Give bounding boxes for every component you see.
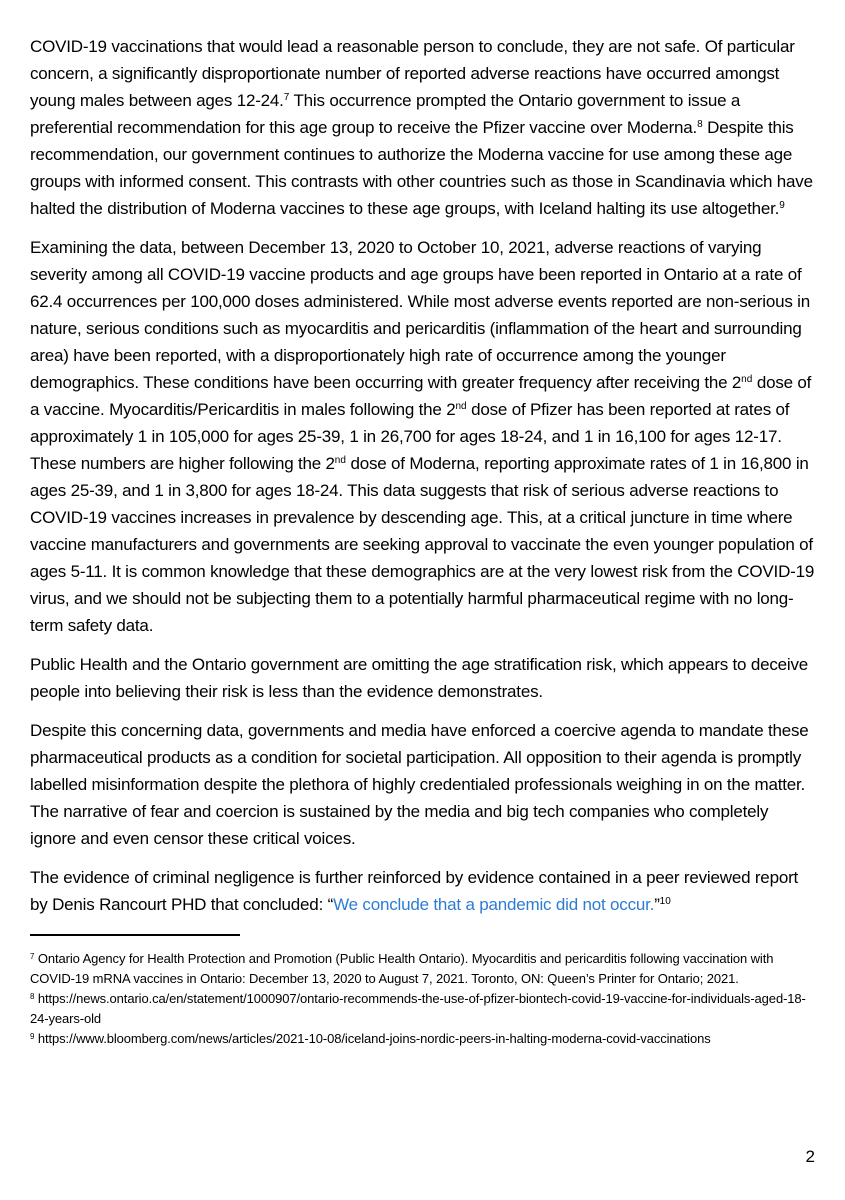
footnotes-section — [30, 949, 818, 1049]
text-run: The evidence of criminal negligence is further reinforced by evidence contained in a peer reviewed report by Denis Rancourt PHD that concluded: “ — [30, 868, 799, 914]
paragraph — [30, 234, 818, 639]
footnote-marker: 7 — [30, 952, 35, 961]
text-run: Public Health and the Ontario government are omitting the age stratification risk, which appears to deceive people into believing their risk is less than the evidence demonstrates. — [30, 655, 809, 701]
text-run: dose of Pfizer has been reported at rates of approximately 1 in 105,000 for ages 25-39, 1 in 26,700 for ages 18-24, and 1 in 16,100 for ages 12-17. These numbers are higher following the 2 — [30, 400, 790, 473]
superscript-reference: 9 — [779, 200, 785, 211]
superscript-reference: 10 — [659, 896, 671, 907]
text-run: dose of a vaccine. Myocarditis/Pericarditis in males following the 2 — [30, 373, 812, 419]
footnote-separator — [30, 934, 240, 936]
inline-hyperlink[interactable]: We conclude that a pandemic did not occur. — [333, 895, 655, 914]
paragraph — [30, 864, 818, 918]
text-run: ” — [654, 895, 660, 914]
footnote-text: https://news.ontario.ca/en/statement/1000907/ontario-recommends-the-use-of-pfizer-biontech-covid-19-vaccine-for-individuals-aged-18-24-years-old — [30, 991, 806, 1026]
footnote-text: https://www.bloomberg.com/news/articles/2021-10-08/iceland-joins-nordic-peers-in-halting-moderna-covid-vaccinations — [34, 1031, 711, 1046]
superscript-reference: 8 — [697, 119, 703, 130]
document-body — [30, 33, 818, 918]
text-run: COVID-19 vaccinations that would lead a reasonable person to conclude, they are not safe. Of particular concern, a significantly disproportionate number of reported adverse reactions have occurred amongst young males between ages 12-24. — [30, 37, 795, 110]
paragraph — [30, 651, 818, 705]
footnote-item — [30, 1029, 818, 1049]
footnote-marker: 9 — [30, 1032, 35, 1041]
superscript-reference: 7 — [283, 92, 290, 103]
footnote-item — [30, 949, 818, 989]
footnote-item — [30, 989, 818, 1029]
paragraph — [30, 33, 818, 222]
superscript-reference: nd — [455, 401, 467, 412]
text-run: Despite this concerning data, governments and media have enforced a coercive agenda to mandate these pharmaceutical products as a condition for societal participation. All opposition to their agenda is promptly labelled misinformation despite the plethora of highly credentialed professionals weighing in on the matter. The narrative of fear and coercion is sustained by the media and big tech companies who completely ignore and even censor these critical voices. — [30, 721, 809, 848]
text-run: Examining the data, between December 13, 2020 to October 10, 2021, adverse reactions of varying severity among all COVID-19 vaccine products and age groups have been reported in Ontario at a rate of 62.4 occurrences per 100,000 doses administered. While most adverse events reported are non-serious in nature, serious conditions such as myocarditis and pericarditis (inflammation of the heart and surrounding area) have been reported, with a disproportionately high rate of occurrence among the younger demographics. These conditions have been occurring with greater frequency after receiving the 2 — [30, 238, 810, 392]
footnote-text: Ontario Agency for Health Protection and Promotion (Public Health Ontario). Myocarditis and pericarditis following vaccination with COVID-19 mRNA vaccines in Ontario: December 13, 2020 to August 7, 2021. Toronto, ON: Queen’s Printer for Ontario; 2021. — [30, 951, 774, 986]
superscript-reference: nd — [334, 455, 346, 466]
text-run: Despite this recommendation, our government continues to authorize the Moderna vaccine for use among these age groups with informed consent. This contrasts with other countries such as those in Scandinavia which have halted the distribution of Moderna vaccines to these age groups, with Iceland halting its use altogether. — [30, 118, 813, 218]
page-number: 2 — [805, 1147, 815, 1166]
paragraph — [30, 717, 818, 852]
superscript-reference: nd — [741, 374, 753, 385]
text-run: dose of Moderna, reporting approximate rates of 1 in 16,800 in ages 25-39, and 1 in 3,800 for ages 18-24. This data suggests that risk of serious adverse reactions to COVID-19 vaccines increases in prevalence by descending age. This, at a critical juncture in time where vaccine manufacturers and governments are seeking approval to vaccinate the even younger population of ages 5-11. It is common knowledge that these demographics are at the very lowest risk from the COVID-19 virus, and we should not be subjecting them to a potentially harmful pharmaceutical regime with no long-term safety data. — [30, 454, 815, 635]
text-run: This occurrence prompted the Ontario government to issue a preferential recommendation for this age group to receive the Pfizer vaccine over Moderna. — [30, 91, 741, 137]
footnote-marker: 8 — [30, 992, 35, 1001]
